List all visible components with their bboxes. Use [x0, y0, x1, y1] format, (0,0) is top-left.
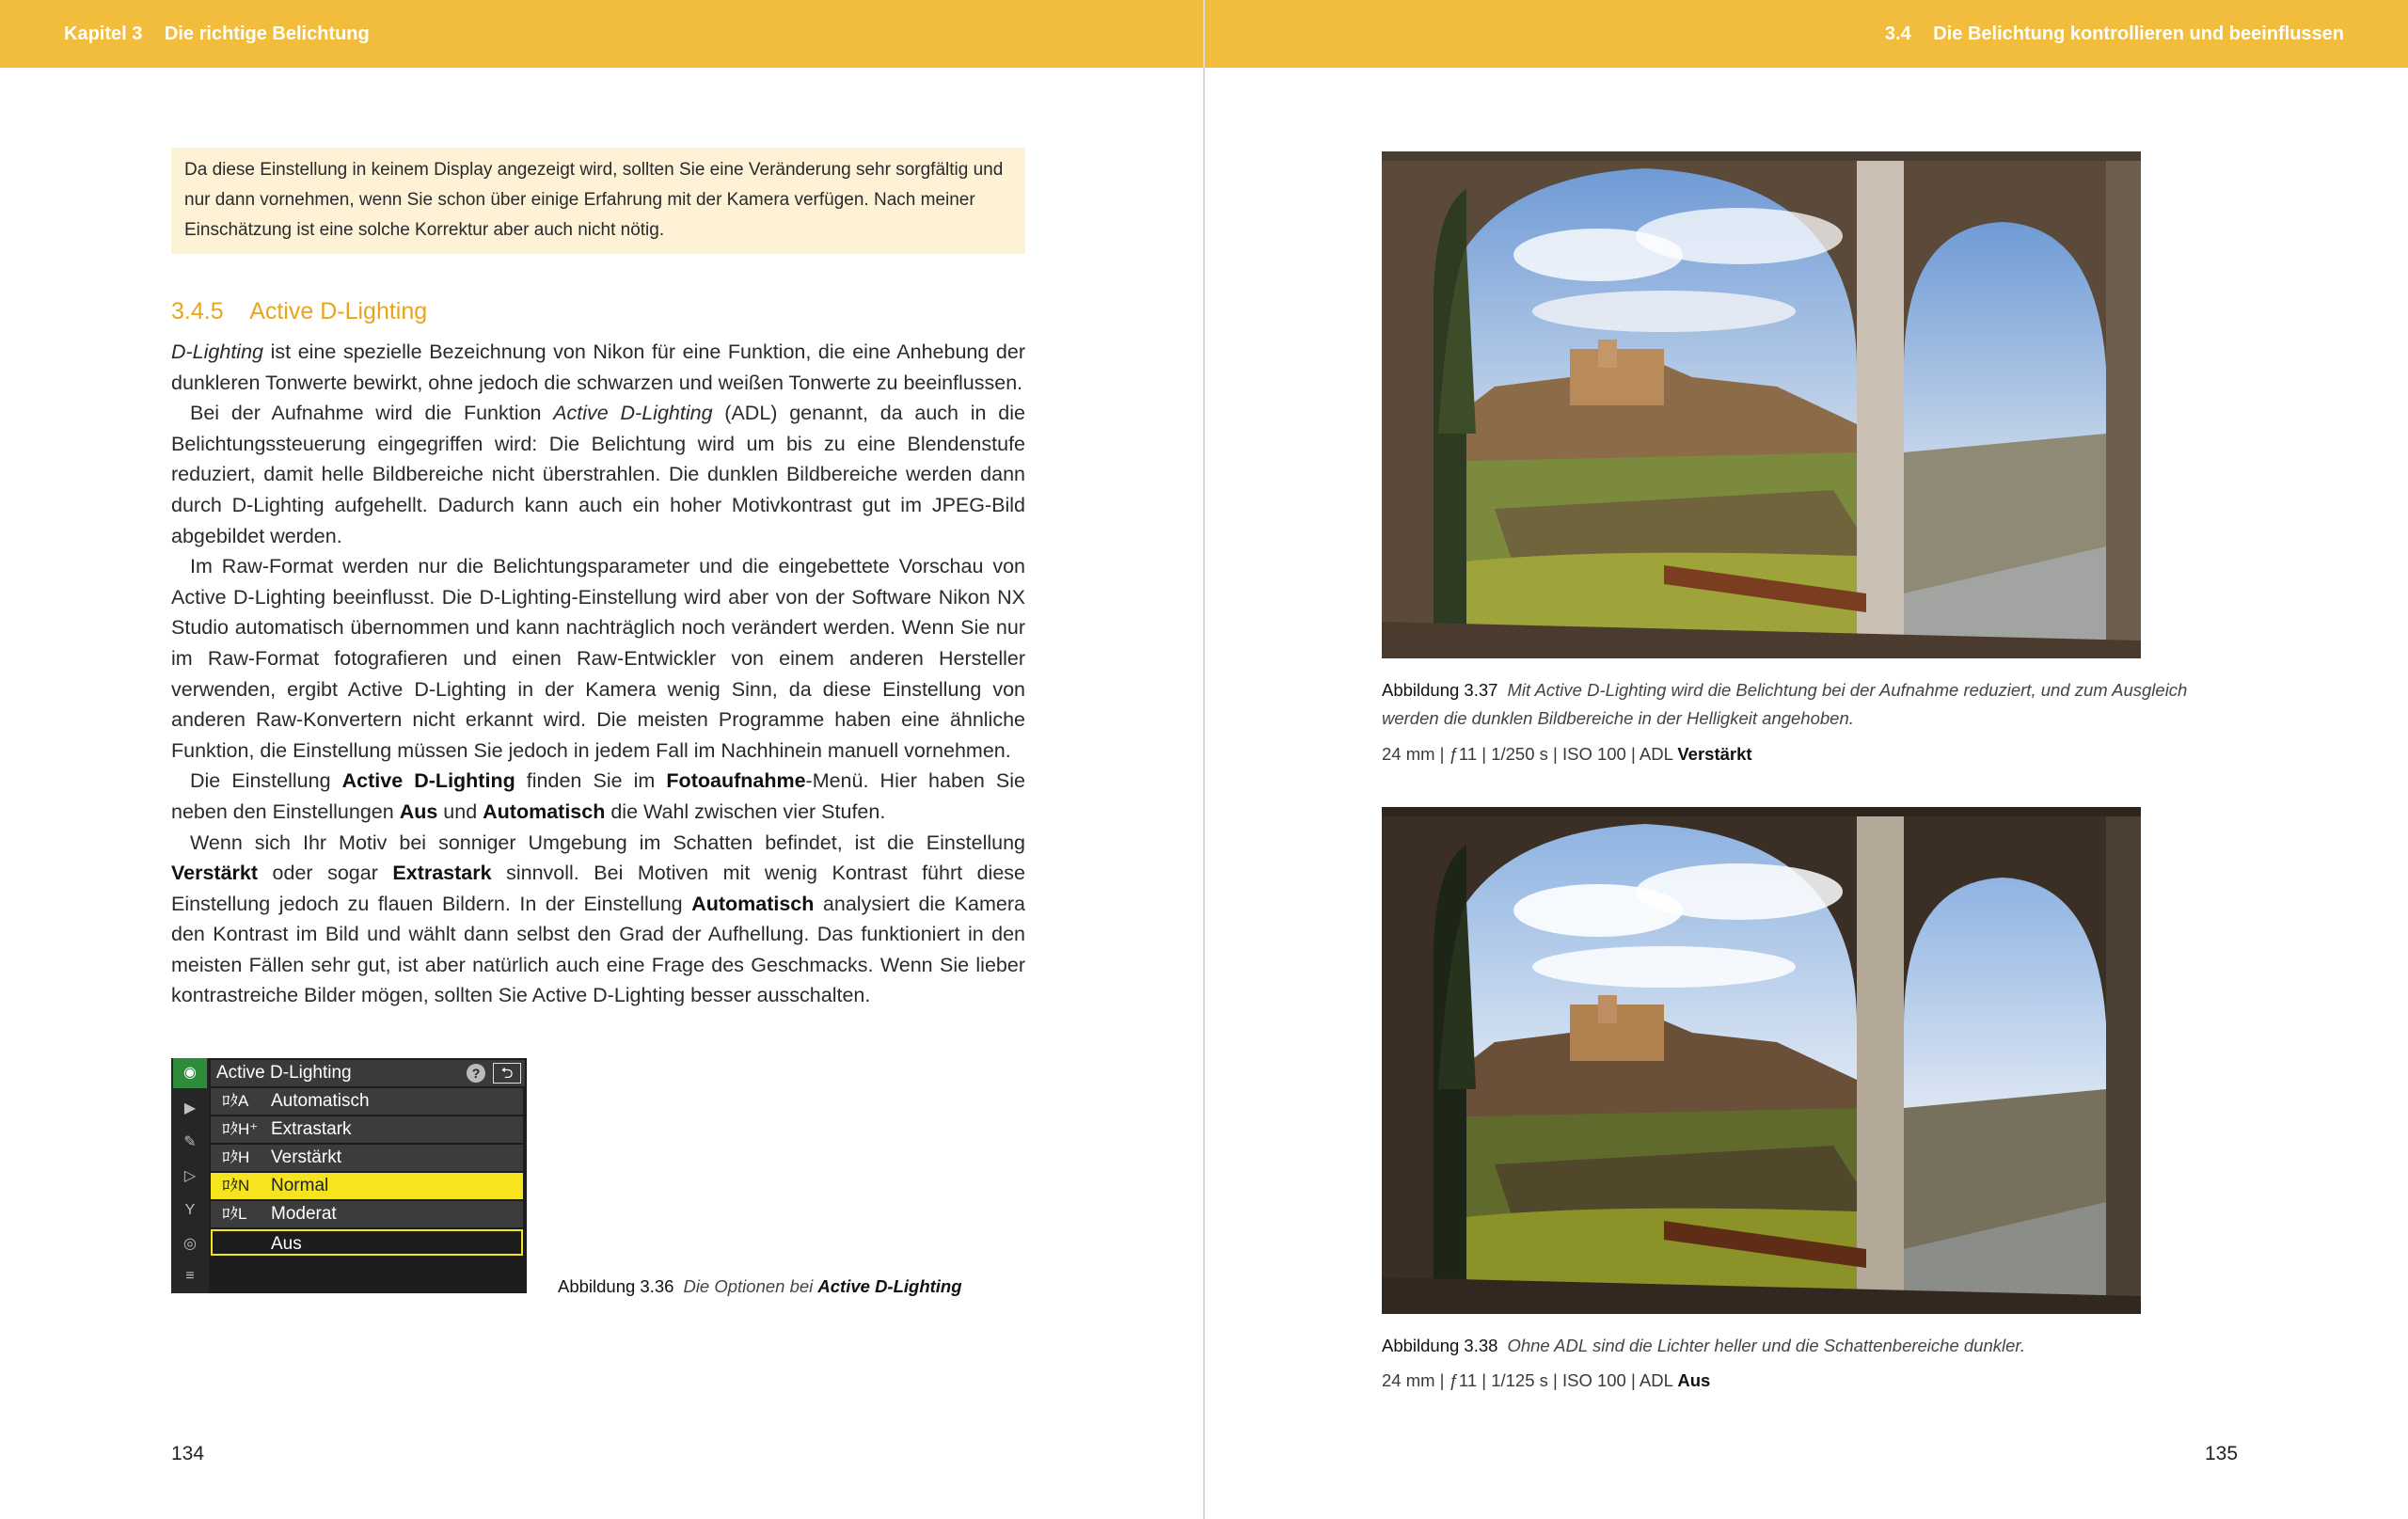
- menu-item-label: Extrastark: [271, 1119, 352, 1139]
- playback-icon: ▷: [183, 1168, 197, 1184]
- note-box: Da diese Einstellung in keinem Display angezeigt wird, sollten Sie eine Veränderung sehr sorgfältig und nur dann vornehmen, wenn Sie schon über einige Erfahrung mit der Kamera verfügen. Nach meiner Einschätzung ist eine solche Korrektur aber auch nicht nötig.: [171, 148, 1025, 254]
- camera-icon: ◉: [173, 1058, 207, 1088]
- paragraph-4-f: die Wahl zwischen vier Stufen.: [605, 799, 886, 823]
- menu-title: Active D-Lighting: [216, 1063, 352, 1083]
- paragraph-2: [171, 398, 1025, 551]
- section-number-header: 3.4: [1884, 24, 1911, 44]
- movie-icon: ▶: [183, 1100, 197, 1116]
- menu-item-label: Moderat: [271, 1204, 337, 1224]
- right-running-header: [1205, 0, 2408, 68]
- figure-caption-3-37: [1382, 676, 2187, 733]
- menu-item: [211, 1116, 523, 1143]
- chapter-title: Die richtige Belichtung: [164, 24, 370, 44]
- chapter-number: Kapitel 3: [64, 24, 143, 44]
- menu-item-label: Normal: [271, 1176, 329, 1195]
- paragraph-4-b1: Active D-Lighting: [341, 769, 515, 793]
- paragraph-5-b2: Extrastark: [392, 862, 492, 885]
- page-number-left: 134: [171, 1443, 205, 1464]
- menu-item-label: Automatisch: [271, 1091, 370, 1111]
- help-icon: ?: [467, 1064, 485, 1083]
- page-number-right: 135: [2205, 1443, 2239, 1464]
- paragraph-4-a: Die Einstellung: [190, 769, 342, 793]
- figure-text: [683, 1276, 961, 1296]
- paragraph-5-b3: Automatisch: [691, 892, 815, 915]
- paragraph-2-a: Bei der Aufnahme wird die Funktion: [190, 402, 554, 425]
- menu-item: [211, 1201, 523, 1227]
- menu-item-code: ﾛﾀN: [222, 1177, 250, 1195]
- term-active-d-lighting: Active D-Lighting: [553, 402, 713, 425]
- figure-text-main: Die Optionen bei: [683, 1276, 818, 1296]
- photo-adl-aus: [1382, 807, 2141, 1314]
- menu-item-selected: [211, 1173, 523, 1199]
- figure-caption-3-38: [1382, 1332, 2025, 1360]
- menu-item: [211, 1145, 523, 1171]
- figure-text: Ohne ADL sind die Lichter heller und die Schattenbereiche dunkler.: [1507, 1336, 2026, 1355]
- body-text: [171, 337, 1025, 1011]
- paragraph-3: Im Raw-Format werden nur die Belichtungsparameter und die eingebettete Vorschau von Active D-Lighting beeinflusst. Die D-Lighting-Einstellung wird aber von der Software Nikon NX Studio automatisch übernommen und kann nachträglich noch verändert werden. Wenn Sie nur im Raw-Format fotografieren und einen Raw-Entwickler von einem anderen Hersteller verwenden, ergibt Active D-Lighting in der Kamera wenig Sinn, da diese Einstellung von anderen Raw-Konvertern nicht erkannt wird. Die meisten Programme haben eine ähnliche Funktion, die Einstellung müssen Sie jedoch in jedem Fall im Nachhinein manuell vornehmen.: [171, 555, 1025, 762]
- exif-adl-value: Aus: [1677, 1370, 1711, 1390]
- paragraph-5: [171, 828, 1025, 1012]
- figure-text-line1: Mit Active D-Lighting wird die Belichtung bei der Aufnahme reduziert, und zum Ausgleich: [1507, 680, 2188, 700]
- menu-item-code: ﾛﾀH⁺: [222, 1120, 259, 1138]
- retouch-icon: ◎: [183, 1236, 197, 1252]
- paragraph-5-e: analysiert die Kamera den Kontrast im Bild und wählt dann selbst den Grad der Aufhellung. Das funktioniert in den meisten Fällen sehr gut, ist aber natürlich auch eine Frage des Geschmacks. Wenn Sie lieber kontrastreiche Bilder mögen, sollten Sie Active D-Lighting besser ausschalten.: [171, 892, 1025, 1007]
- section-heading: [171, 298, 427, 325]
- paragraph-5-b1: Verstärkt: [171, 862, 259, 885]
- paragraph-4-b4: Automatisch: [483, 799, 606, 823]
- menu-item-label: Verstärkt: [271, 1147, 341, 1167]
- paragraph-1: [171, 337, 1025, 398]
- left-page: [0, 0, 1203, 1519]
- paragraph-4-d: -Menü. Hier haben Sie neben den Einstellungen: [171, 769, 1025, 823]
- menu-item-label: Aus: [271, 1234, 302, 1254]
- photo-adl-verstaerkt: [1382, 151, 2141, 658]
- pencil-icon: ✎: [183, 1134, 197, 1150]
- section-title-header: Die Belichtung kontrollieren und beeinflussen: [1933, 24, 2344, 44]
- section-number: 3.4.5: [171, 298, 224, 324]
- back-icon: ⮌: [493, 1063, 521, 1084]
- menu-item-cursor: [211, 1229, 523, 1256]
- mymenu-icon: ≡: [185, 1268, 195, 1284]
- menu-item: [211, 1088, 523, 1115]
- section-title: Active D-Lighting: [249, 298, 428, 324]
- term-d-lighting: D-Lighting: [171, 340, 263, 363]
- paragraph-4-e: und: [437, 799, 483, 823]
- exif-adl-value: Verstärkt: [1677, 744, 1752, 764]
- paragraph-5-c: oder sogar: [258, 862, 393, 885]
- paragraph-4: [171, 766, 1025, 827]
- wrench-icon: Y: [184, 1202, 196, 1218]
- paragraph-4-b3: Aus: [399, 799, 438, 823]
- figure-text-line2: werden die dunklen Bildbereiche in der Helligkeit angehoben.: [1382, 708, 1854, 728]
- figure-number: Abbildung 3.37: [1382, 680, 1498, 700]
- exif-line-3-37: [1382, 744, 1752, 765]
- menu-sidebar: [171, 1058, 209, 1293]
- exif-text: 24 mm | ƒ11 | 1/250 s | ISO 100 | ADL: [1382, 744, 1678, 764]
- paragraph-1-text: ist eine spezielle Bezeichnung von Nikon für eine Funktion, die eine Anhebung der dunkleren Tonwerte bewirkt, ohne jedoch die schwarzen und weißen Tonwerte zu beeinflussen.: [171, 340, 1025, 394]
- figure-number: Abbildung 3.36: [558, 1276, 674, 1296]
- exif-text: 24 mm | ƒ11 | 1/125 s | ISO 100 | ADL: [1382, 1370, 1678, 1390]
- menu-title-bar: [211, 1060, 525, 1086]
- paragraph-2-b: (ADL) genannt, da auch in die Belichtungssteuerung eingegriffen wird: Die Belichtung wird um bis zu eine Blendenstufe reduziert, damit helle Bildbereiche nicht überstrahlen. Die dunklen Bildbereiche werden dann durch D-Lighting aufgehellt. Dadurch kann auch ein hoher Motivkontrast gut im JPEG-Bild abgebildet werden.: [171, 402, 1025, 547]
- figure-text-bold: Active D-Lighting: [817, 1276, 962, 1296]
- figure-caption-3-36: [558, 1273, 962, 1301]
- exif-line-3-38: [1382, 1370, 1710, 1391]
- menu-item-code: ﾛﾀA: [222, 1092, 249, 1110]
- left-running-header: [0, 0, 1203, 68]
- camera-menu-screenshot: [171, 1058, 527, 1293]
- paragraph-4-b2: Fotoaufnahme: [666, 769, 806, 793]
- menu-item-code: ﾛﾀL: [222, 1205, 247, 1223]
- paragraph-4-c: finden Sie im: [515, 769, 667, 793]
- menu-item-code: ﾛﾀH: [222, 1148, 250, 1166]
- paragraph-5-d: sinnvoll. Bei Motiven mit wenig Kontrast führt diese Einstellung jedoch zu flauen Bildern. In der Einstellung: [171, 862, 1026, 915]
- paragraph-5-a: Wenn sich Ihr Motiv bei sonniger Umgebung im Schatten befindet, ist die Einstellung: [190, 831, 1025, 854]
- figure-number: Abbildung 3.38: [1382, 1336, 1498, 1355]
